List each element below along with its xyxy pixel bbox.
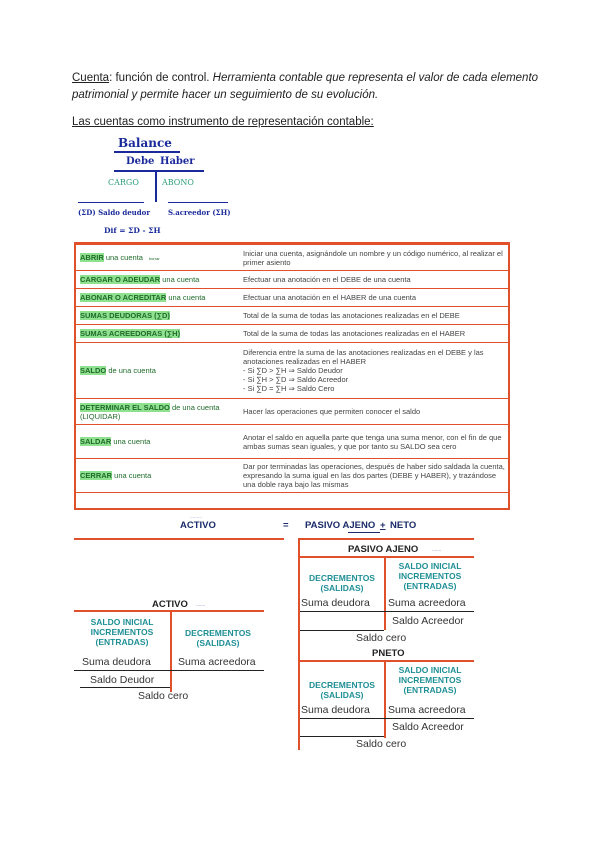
operation-desc-cell — [239, 289, 510, 307]
t-activo-suma-acreedora: Suma acreedora — [178, 656, 256, 668]
operation-description: Hacer las operaciones que permiten conocer el saldo — [243, 407, 421, 416]
operation-row — [76, 289, 510, 307]
t-activo-horizontal — [74, 610, 264, 612]
saldo-rule: - Si ∑D = ∑H ⇒ Saldo Cero — [243, 384, 335, 393]
operation-desc-cell — [239, 459, 510, 493]
t-neto-title: PNETO — [372, 648, 405, 659]
t-neto-suma-acreedora: Suma acreedora — [388, 704, 466, 716]
operation-desc-cell — [239, 271, 510, 289]
t-neto-saldo-rule — [300, 736, 384, 737]
sketch-bottom-line-left — [78, 202, 144, 203]
activo-top-rule — [74, 538, 284, 540]
operation-description: Total de la suma de todas las anotaciones realizadas en el HABER — [243, 329, 466, 338]
operation-term: SUMAS ACREEDORAS (∑H) — [80, 329, 181, 338]
operation-desc-cell — [239, 343, 510, 399]
operation-description: Efectuar una anotación en el DEBE de una cuenta — [243, 275, 411, 284]
operation-term: SALDAR — [80, 437, 112, 446]
operation-term-rest: una cuenta — [111, 437, 151, 446]
equation-pasivo-underline — [348, 532, 380, 533]
operation-term: DETERMINAR EL SALDO — [80, 402, 170, 412]
saldo-rule: - Si ∑D > ∑H ⇒ Saldo Deudor — [243, 366, 343, 375]
equation-neto: NETO — [390, 520, 417, 531]
operations-table — [76, 244, 510, 493]
t-pasivo-horizontal — [298, 556, 474, 558]
t-pasivo-title: PASIVO AJENO — [348, 544, 419, 555]
t-activo-suma-deudora: Suma deudora — [82, 656, 151, 668]
t-neto-total-rule — [300, 718, 474, 719]
t-pasivo-suma-acreedora: Suma acreedora — [388, 597, 466, 609]
t-activo-saldo-deudor: Saldo Deudor — [90, 674, 155, 686]
equation-activo-note: ……… — [190, 514, 202, 519]
t-pasivo-saldo-acreedor: Saldo Acreedor — [392, 615, 464, 627]
operation-description: Iniciar una cuenta, asignándole un nombre y un código numérico, al realizar el primer asiento — [243, 248, 503, 267]
operation-term: SUMAS DEUDORAS (∑D) — [80, 311, 170, 320]
sketch-title: Balance — [118, 136, 172, 150]
t-neto-suma-deudora: Suma deudora — [301, 704, 370, 716]
operation-row — [76, 245, 510, 271]
t-pasivo-saldo-cero: Saldo cero — [356, 632, 407, 644]
sketch-cargo: CARGO — [108, 178, 139, 187]
t-activo-total-rule — [74, 670, 264, 671]
operation-term-cell — [76, 307, 239, 325]
operation-term: ABRIR — [80, 253, 104, 262]
operation-term-cell — [76, 399, 239, 425]
operation-desc-cell — [239, 307, 510, 325]
operation-term: SALDO — [80, 366, 107, 375]
equation-activo: ACTIVO — [180, 520, 216, 531]
operation-desc-cell — [239, 245, 510, 271]
t-neto-saldo-cero: Saldo cero — [356, 738, 407, 750]
t-neto-right-header: SALDO INICIAL INCREMENTOS (ENTRADAS) — [398, 665, 462, 695]
pasivo-top-rule — [298, 538, 474, 540]
intro-definition: Herramienta contable que representa el valor de cada elemento patrimonial y permite hacer un seguimiento de su evolución. — [72, 72, 539, 101]
operation-description: Dar por terminadas las operaciones, después de haber sido saldada la cuenta, expresando la suma igual en las dos partes (DEBE y HABER), y trazándose una doble raya bajo las mismas — [243, 462, 505, 489]
operation-term-rest: una cuenta — [112, 471, 152, 480]
sketch-title-underline — [114, 151, 180, 153]
t-activo-title: ACTIVO — [152, 599, 188, 610]
sketch-abono: ABONO — [162, 178, 194, 187]
sketch-t-vertical — [155, 170, 157, 202]
operation-term-cell — [76, 459, 239, 493]
operation-desc-cell — [239, 425, 510, 459]
balance-sketch — [78, 136, 238, 244]
operation-term-cell — [76, 289, 239, 307]
t-activo-right-header: DECREMENTOS (SALIDAS) — [185, 628, 251, 648]
saldo-rule: - Si ∑H > ∑D ⇒ Saldo Acreedor — [243, 375, 349, 384]
operation-term: CARGAR O ADEUDAR — [80, 275, 161, 284]
t-pasivo-right-header: SALDO INICIAL INCREMENTOS (ENTRADAS) — [398, 561, 462, 591]
sketch-debe: Debe — [126, 156, 155, 167]
t-neto-left-header: DECREMENTOS (SALIDAS) — [309, 680, 375, 700]
operation-note: borrar — [148, 256, 160, 261]
operation-term-rest: de una cuenta — [106, 366, 156, 375]
operation-row — [76, 399, 510, 425]
operation-term-rest: una cuenta — [103, 253, 143, 262]
operation-row — [76, 271, 510, 289]
t-pasivo-title-note: ······· — [432, 548, 442, 553]
operation-term-cell — [76, 325, 239, 343]
sketch-saldo-acreedor: S.acreedor (ΣH) — [168, 208, 231, 217]
section-subtitle: Las cuentas como instrumento de representación contable: — [72, 116, 374, 128]
intro-plain: : función de control. — [109, 72, 213, 84]
equation-plus: + — [380, 520, 386, 531]
t-activo-saldo-rule — [80, 687, 170, 688]
operation-row — [76, 307, 510, 325]
operation-term: ABONAR O ACREDITAR — [80, 293, 167, 302]
operation-term-rest: una cuenta — [166, 293, 206, 302]
operation-term-rest: una cuenta — [160, 275, 200, 284]
t-neto-saldo-acreedor: Saldo Acreedor — [392, 721, 464, 733]
operation-term-cell — [76, 425, 239, 459]
operation-row — [76, 325, 510, 343]
t-pasivo-suma-deudora: Suma deudora — [301, 597, 370, 609]
operation-term-cell — [76, 245, 239, 271]
operation-term: CERRAR — [80, 471, 113, 480]
operation-row — [76, 343, 510, 399]
t-activo-left-header: SALDO INICIAL INCREMENTOS (ENTRADAS) — [90, 617, 154, 647]
equation-pasivo: PASIVO AJENO — [305, 520, 376, 531]
t-activo-vertical — [170, 610, 172, 692]
sketch-t-horizontal — [114, 170, 204, 172]
sketch-formula: Dif = ΣD - ΣH — [104, 226, 161, 235]
t-activo-saldo-cero: Saldo cero — [138, 690, 189, 702]
sketch-saldo-deudor: (ΣD) Saldo deudor — [78, 208, 151, 217]
operation-row — [76, 425, 510, 459]
intro-term: Cuenta — [72, 72, 110, 84]
intro-paragraph — [72, 70, 542, 104]
operation-desc-cell — [239, 325, 510, 343]
equation-equals: = — [283, 520, 289, 531]
operation-description: Efectuar una anotación en el HABER de una cuenta — [243, 293, 417, 302]
t-neto-horizontal — [298, 660, 474, 662]
operation-term-cell — [76, 343, 239, 399]
operation-desc-cell — [239, 399, 510, 425]
operation-description: Diferencia entre la suma de las anotaciones realizadas en el DEBE y las anotaciones realizadas en el HABER — [243, 348, 484, 366]
t-pasivo-saldo-rule — [300, 630, 384, 631]
t-activo-title-note: ······· — [196, 603, 206, 608]
operation-description: Anotar el saldo en aquella parte que tenga una suma menor, con el fin de que ambas sumas sean iguales, y que por tanto su SALDO sea cero — [243, 432, 502, 451]
t-pasivo-left-header: DECREMENTOS (SALIDAS) — [309, 573, 375, 593]
operation-term-rest: de una cuenta (LIQUIDAR) — [80, 402, 220, 421]
t-pasivo-total-rule — [300, 611, 474, 612]
operation-row — [76, 459, 510, 493]
operation-term-cell — [76, 271, 239, 289]
sketch-haber: Haber — [160, 156, 195, 167]
operation-description: Total de la suma de todas las anotaciones realizadas en el DEBE — [243, 311, 460, 320]
sketch-bottom-line-right — [168, 202, 228, 203]
